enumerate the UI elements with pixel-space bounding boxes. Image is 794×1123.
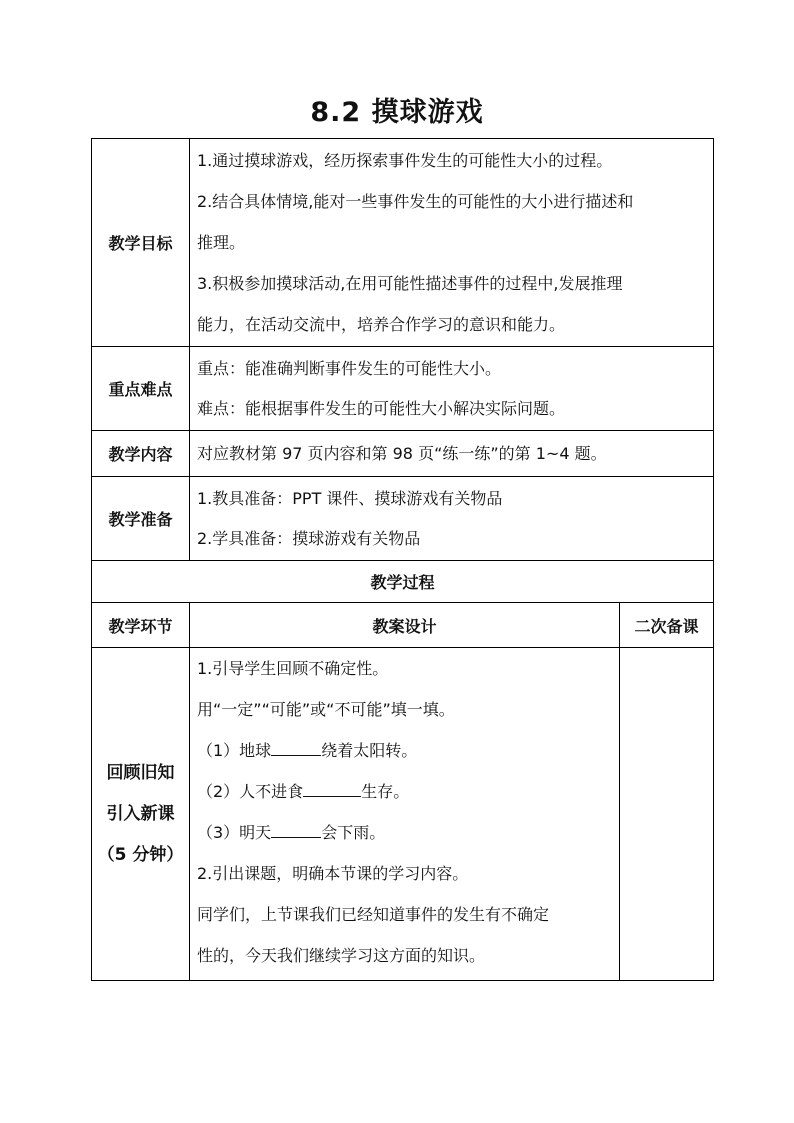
notes-cell	[620, 648, 714, 981]
prep-content	[190, 477, 714, 561]
stage-label-line: 引入新课	[106, 803, 175, 824]
question-2-suffix: 生存。	[361, 782, 410, 801]
question-1	[197, 730, 613, 771]
focus-label: 重点难点	[92, 347, 190, 431]
notes-column-header: 二次备课	[620, 603, 714, 648]
design-line: 用“一定”“可能”或“不可能”填一填。	[197, 700, 455, 719]
question-3	[197, 812, 613, 853]
content-line: 对应教材第 97 页内容和第 98 页“练一练”的第 1~4 题。	[197, 443, 607, 463]
goal-line: 能力，在活动交流中，培养合作学习的意识和能力。	[197, 315, 566, 334]
question-3-prefix: （3）明天	[197, 823, 272, 842]
difficulty-line: 难点：能根据事件发生的可能性大小解决实际问题。	[197, 398, 566, 418]
answer-blank[interactable]	[271, 739, 321, 756]
stage-label-line: 回顾旧知	[106, 762, 175, 783]
content-text	[190, 431, 714, 477]
process-heading: 教学过程	[92, 561, 714, 603]
process-header-row	[92, 603, 714, 648]
lesson-plan-table	[91, 138, 714, 981]
goals-label: 教学目标	[92, 139, 190, 347]
goal-line: 推理。	[197, 233, 246, 252]
question-3-suffix: 会下雨。	[321, 823, 386, 842]
question-2	[197, 771, 613, 812]
design-column-header: 教案设计	[190, 603, 620, 648]
focus-row	[92, 347, 714, 431]
stage-duration: （5 分钟）	[97, 844, 184, 865]
question-2-prefix: （2）人不进食	[197, 782, 304, 801]
answer-blank[interactable]	[303, 780, 361, 797]
stage-column-header: 教学环节	[92, 603, 190, 648]
goal-line: 1.通过摸球游戏，经历探索事件发生的可能性大小的过程。	[197, 151, 613, 170]
goals-content	[190, 139, 714, 347]
content-label: 教学内容	[92, 431, 190, 477]
question-1-prefix: （1）地球	[197, 741, 272, 760]
design-line: 1.引导学生回顾不确定性。	[197, 659, 389, 678]
stage-design	[190, 648, 620, 981]
design-line: 2.引出课题，明确本节课的学习内容。	[197, 864, 469, 883]
prep-row	[92, 477, 714, 561]
key-point-line: 重点：能准确判断事件发生的可能性大小。	[197, 358, 502, 378]
process-heading-row	[92, 561, 714, 603]
goal-line: 2.结合具体情境,能对一些事件发生的可能性的大小进行描述和	[197, 192, 634, 211]
page-title: 8.2 摸球游戏	[310, 97, 484, 128]
question-1-suffix: 绕着太阳转。	[321, 741, 418, 760]
goal-line: 3.积极参加摸球活动,在用可能性描述事件的过程中,发展推理	[197, 274, 623, 293]
teacher-prep-line: 1.教具准备：PPT 课件、摸球游戏有关物品	[197, 488, 503, 508]
design-line: 同学们，上节课我们已经知道事件的发生有不确定	[197, 905, 550, 924]
goals-row	[92, 139, 714, 347]
answer-blank[interactable]	[271, 821, 321, 838]
stage-label	[92, 648, 190, 981]
stage-row	[92, 648, 714, 981]
design-line: 性的，今天我们继续学习这方面的知识。	[197, 946, 486, 965]
prep-label: 教学准备	[92, 477, 190, 561]
focus-content	[190, 347, 714, 431]
content-row	[92, 431, 714, 477]
student-prep-line: 2.学具准备：摸球游戏有关物品	[197, 528, 421, 548]
